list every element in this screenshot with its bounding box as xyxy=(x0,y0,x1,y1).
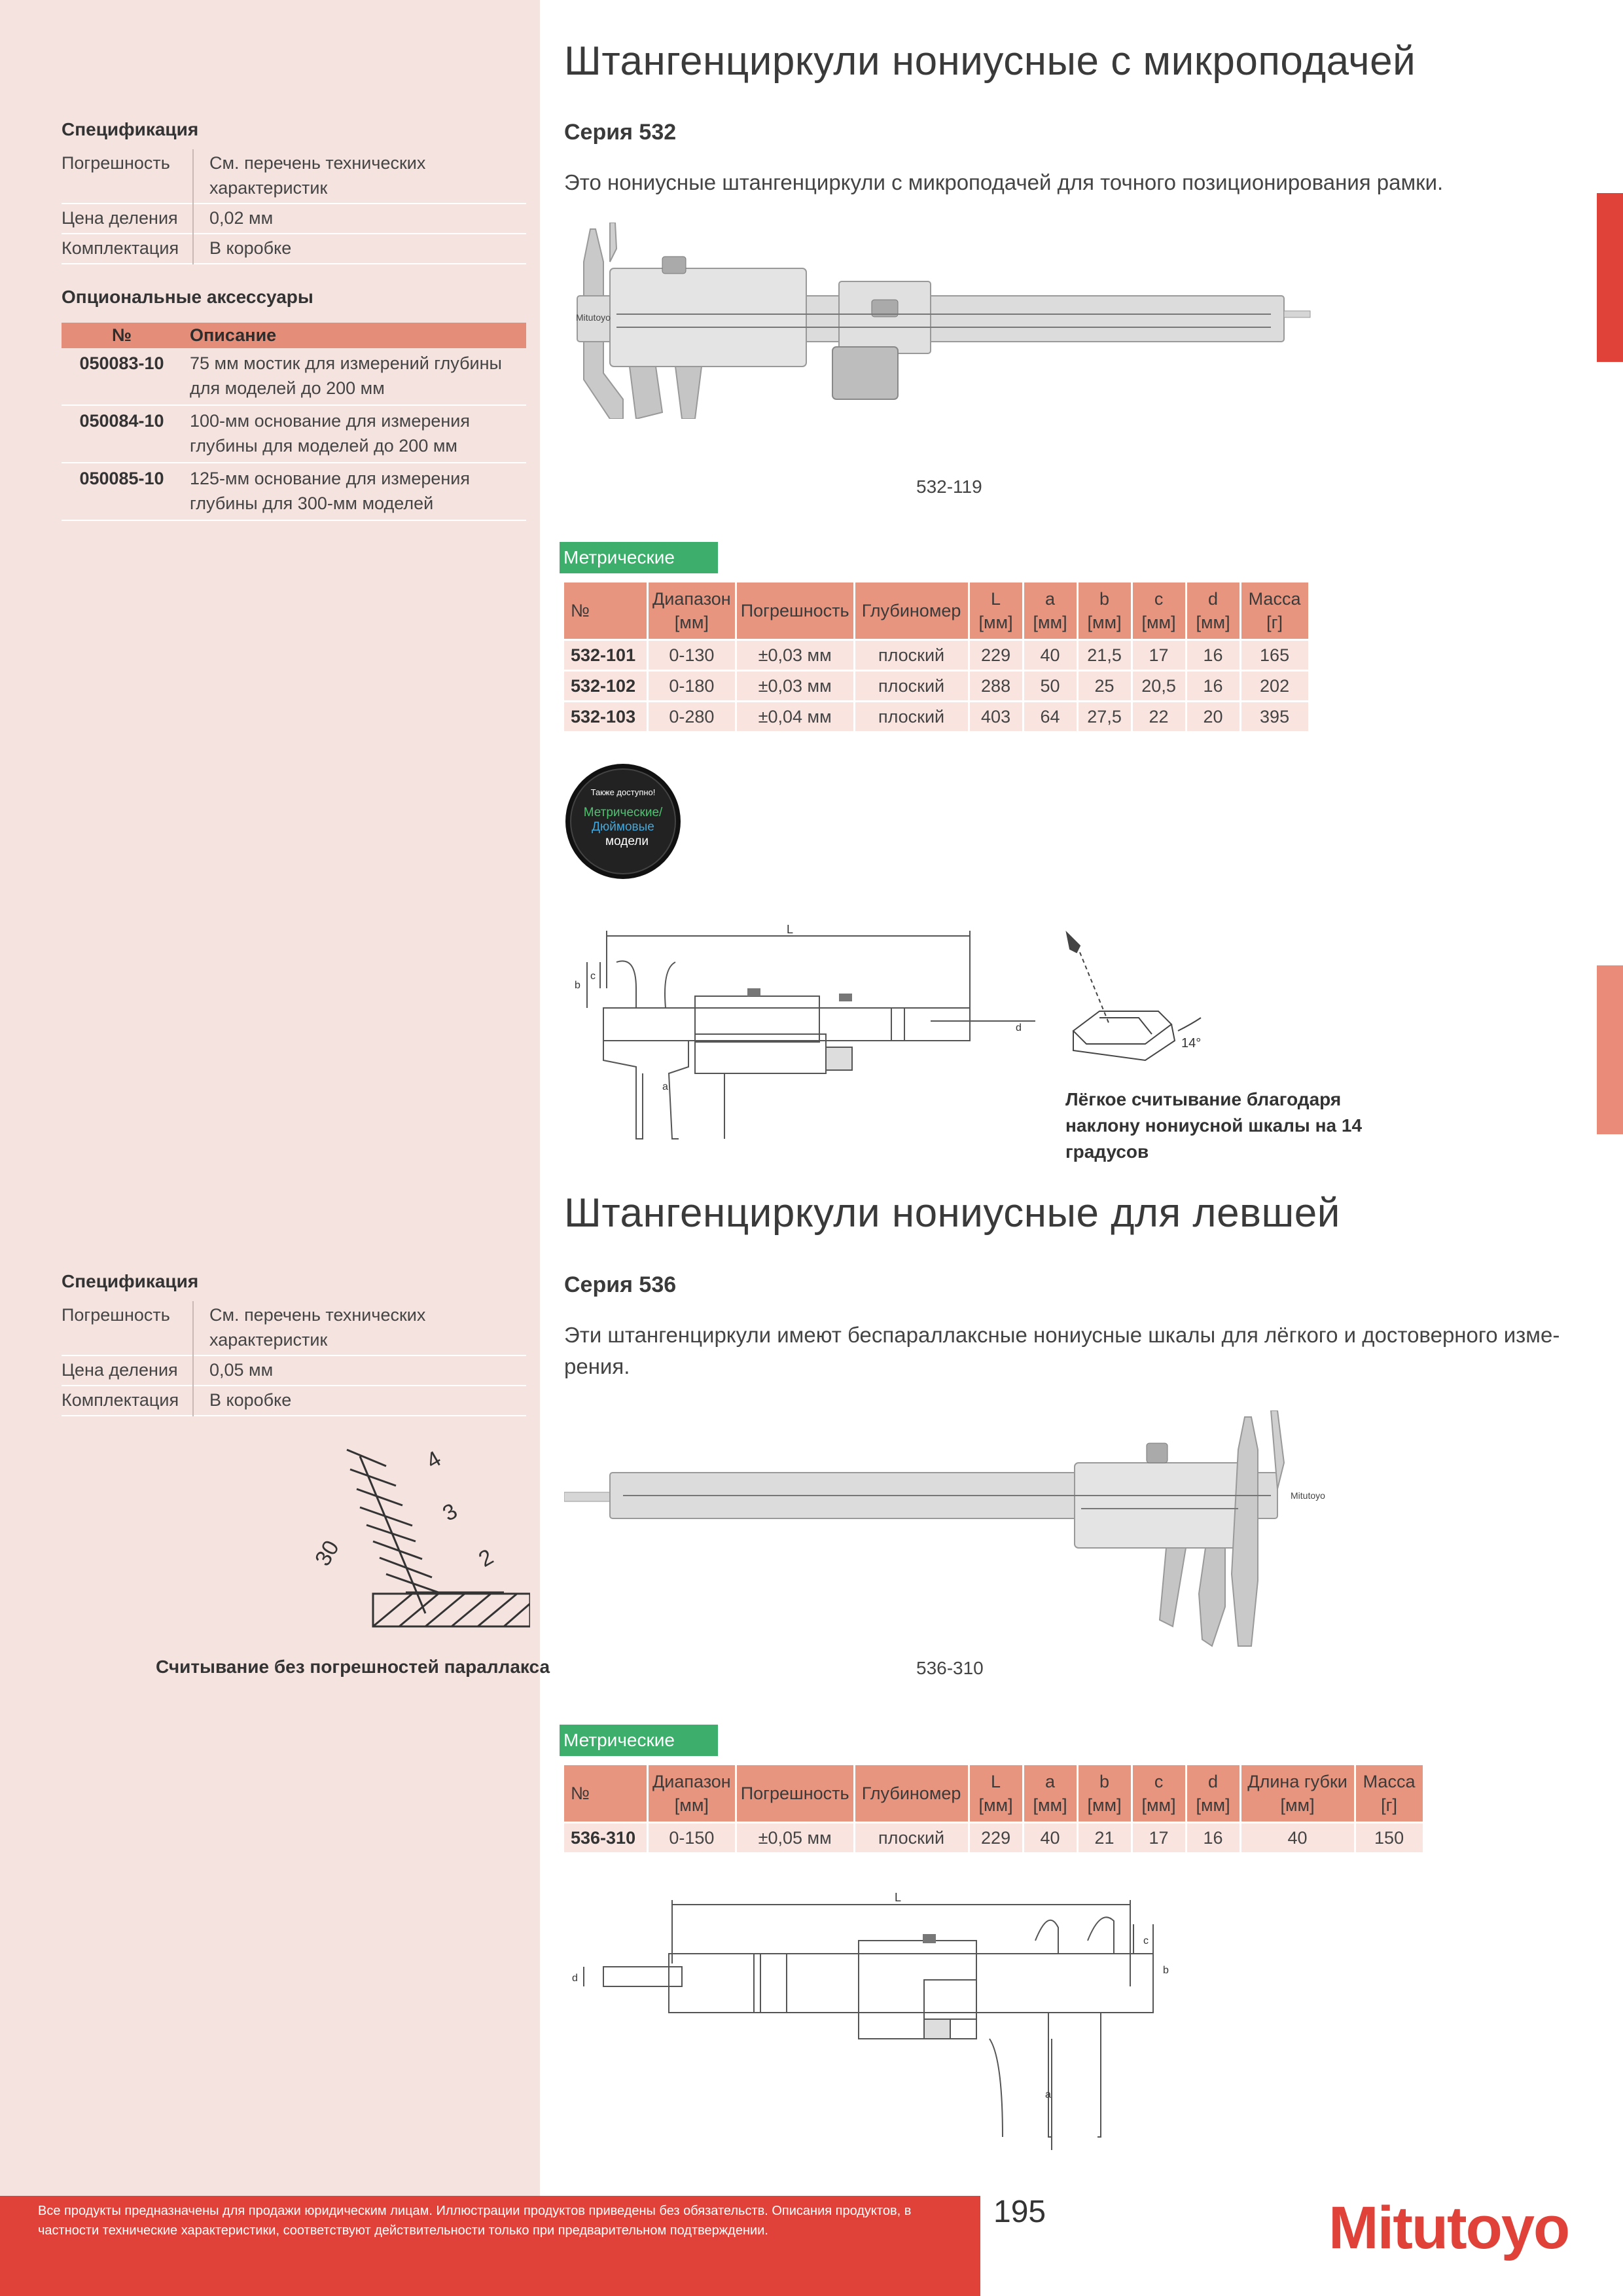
col-header: b [мм] xyxy=(1077,583,1132,640)
badge-line3: модели xyxy=(605,834,649,848)
cell: 532-101 xyxy=(564,640,648,671)
spec-value: 0,05 мм xyxy=(209,1360,274,1380)
col-header: Глубиномер xyxy=(854,583,969,640)
caliper-532-119-image xyxy=(564,223,1336,419)
cell: 21 xyxy=(1077,1823,1132,1853)
angle-label: 14° xyxy=(1181,1036,1202,1050)
cell: 536-310 xyxy=(564,1823,648,1853)
cell: ±0,05 мм xyxy=(736,1823,854,1853)
drawing-label-d: d xyxy=(1016,1022,1022,1033)
spec-row xyxy=(62,1355,526,1386)
cell: плоский xyxy=(854,702,969,732)
col-header: b [мм] xyxy=(1077,1765,1132,1823)
badge-top: Также доступно! xyxy=(590,787,656,797)
cell: 25 xyxy=(1077,671,1132,702)
spec-table xyxy=(62,149,526,264)
drawing-label-c: c xyxy=(1143,1935,1149,1946)
col-header: Масса [г] xyxy=(1240,583,1309,640)
accessory-row xyxy=(62,405,526,463)
accessory-row xyxy=(62,463,526,520)
footer-note: Все продукты предназначены для продажи юридическим лицам. Иллюстрации продуктов приведены без обязательств. Описания продуктов, в частности технические характеристики, соответствуют действительности только при предварительном подтверждении. xyxy=(38,2204,912,2238)
col-header: Длина губки [мм] xyxy=(1240,1765,1355,1823)
accessory-desc: 125-мм основание для измерения глубины для 300-мм моделей xyxy=(182,463,526,520)
cell: 0-280 xyxy=(648,702,736,732)
section2-series: Серия 536 xyxy=(564,1272,677,1297)
col-header: Диапазон [мм] xyxy=(648,583,736,640)
accessories-header-row xyxy=(62,323,526,348)
cell: 16 xyxy=(1186,671,1240,702)
table-row xyxy=(564,1823,1423,1853)
scale-number-30: 30 xyxy=(310,1536,344,1570)
col-header: d [мм] xyxy=(1186,1765,1240,1823)
cell: 0-150 xyxy=(648,1823,736,1853)
side-tab xyxy=(1597,965,1623,1134)
cell: 20 xyxy=(1186,702,1240,732)
cell: 532-102 xyxy=(564,671,648,702)
scale-number-4: 4 xyxy=(422,1446,446,1474)
table-row xyxy=(564,671,1309,702)
spec-value: 0,02 мм xyxy=(209,208,274,228)
cell: ±0,03 мм xyxy=(736,640,854,671)
spec-key: Цена деления xyxy=(62,1355,193,1386)
svg-text:Mitutoyo: Mitutoyo xyxy=(1291,1490,1325,1501)
spec-key: Комплектация xyxy=(62,1386,193,1416)
accessory-no: 050084-10 xyxy=(62,405,182,463)
parallax-scale-drawing xyxy=(308,1443,530,1640)
col-header: Глубиномер xyxy=(854,1765,969,1823)
accessories-heading: Опциональные аксессуары xyxy=(62,287,313,307)
spec-value: В коробке xyxy=(209,238,292,258)
caliper-536-drawing xyxy=(564,1888,1186,2170)
cell: 64 xyxy=(1023,702,1077,732)
spec-key: Погрешность xyxy=(62,1301,193,1355)
accessory-desc: 75 мм мостик для измерений глубины для моделей до 200 мм xyxy=(182,348,526,405)
accessory-row xyxy=(62,348,526,405)
drawing-label-b: b xyxy=(575,980,580,991)
spec-row xyxy=(62,1301,526,1355)
section1-intro: Это нониусные штангенциркули с микроподачей для точного позиционирования рамки. xyxy=(564,170,1444,194)
cell: 395 xyxy=(1240,702,1309,732)
table-tag-metric: Метрические xyxy=(560,542,718,573)
col-header: L [мм] xyxy=(969,1765,1023,1823)
cell: 288 xyxy=(969,671,1023,702)
cell: ±0,03 мм xyxy=(736,671,854,702)
spec-row xyxy=(62,204,526,234)
drawing-label-b: b xyxy=(1163,1965,1169,1976)
col-header: Погрешность xyxy=(736,583,854,640)
page-number: 195 xyxy=(993,2195,1046,2229)
accessory-no: 050083-10 xyxy=(62,348,182,405)
cell: 40 xyxy=(1023,640,1077,671)
table-row xyxy=(564,702,1309,732)
section1-title: Штангенциркули нониусные с микроподачей xyxy=(564,39,1416,84)
accessory-desc: 100-мм основание для измерения глубины для моделей до 200 мм xyxy=(182,405,526,463)
col-header: № xyxy=(564,583,648,640)
cell: плоский xyxy=(854,1823,969,1853)
cell: ±0,04 мм xyxy=(736,702,854,732)
table-header-row xyxy=(564,583,1309,640)
spec-key: Погрешность xyxy=(62,149,193,204)
section2-title: Штангенциркули нониусные для левшей xyxy=(564,1191,1340,1236)
cell: 532-103 xyxy=(564,702,648,732)
cell: 17 xyxy=(1132,640,1186,671)
cell: 202 xyxy=(1240,671,1309,702)
col-header: a [мм] xyxy=(1023,583,1077,640)
section2-image-caption: 536-310 xyxy=(916,1658,984,1678)
col-header: d [мм] xyxy=(1186,583,1240,640)
product-table-536 xyxy=(564,1765,1425,1852)
vernier-angle-drawing xyxy=(1060,926,1230,1070)
badge-line2: Дюймовые xyxy=(592,820,654,834)
drawing-label-L: L xyxy=(787,923,794,936)
section1-image-caption: 532-119 xyxy=(916,476,982,497)
drawing-label-c: c xyxy=(590,971,596,982)
col-header-desc: Описание xyxy=(182,323,526,348)
spec-key: Комплектация xyxy=(62,234,193,264)
cell: 17 xyxy=(1132,1823,1186,1853)
spec-value: В коробке xyxy=(209,1390,292,1410)
spec-value: См. перечень технических характеристик xyxy=(209,1305,426,1350)
cell: 16 xyxy=(1186,1823,1240,1853)
caliper-536-310-image xyxy=(564,1410,1336,1653)
cell: 0-180 xyxy=(648,671,736,702)
side-tab-active xyxy=(1597,193,1623,362)
cell: 150 xyxy=(1355,1823,1423,1853)
angle-caption: Лёгкое считывание благодаря наклону нониусной шкалы на 14 градусов xyxy=(1065,1089,1363,1162)
spec-table xyxy=(62,1301,526,1416)
col-header: a [мм] xyxy=(1023,1765,1077,1823)
drawing-label-L: L xyxy=(895,1891,902,1904)
cell: плоский xyxy=(854,640,969,671)
badge-line1: Метрические/ xyxy=(583,806,663,819)
cell: 229 xyxy=(969,640,1023,671)
col-header: № xyxy=(564,1765,648,1823)
cell: 40 xyxy=(1240,1823,1355,1853)
cell: 403 xyxy=(969,702,1023,732)
drawing-label-a: a xyxy=(662,1081,668,1092)
cell: 0-130 xyxy=(648,640,736,671)
col-header-no: № xyxy=(62,323,182,348)
cell: 16 xyxy=(1186,640,1240,671)
accessories-table xyxy=(62,323,526,521)
spec-row xyxy=(62,149,526,204)
scale-number-2: 2 xyxy=(474,1544,498,1572)
scale-number-3: 3 xyxy=(438,1498,462,1526)
cell: 20,5 xyxy=(1132,671,1186,702)
col-header: Диапазон [мм] xyxy=(648,1765,736,1823)
cell: 50 xyxy=(1023,671,1077,702)
col-header: Погрешность xyxy=(736,1765,854,1823)
brand-logo: Mitutoyo xyxy=(1329,2195,1569,2261)
cell: 27,5 xyxy=(1077,702,1132,732)
product-table-532 xyxy=(564,583,1310,731)
col-header: L [мм] xyxy=(969,583,1023,640)
spec-value: См. перечень технических характеристик xyxy=(209,153,426,198)
drawing-label-d: d xyxy=(572,1973,578,1984)
spec-row xyxy=(62,1386,526,1416)
cell: 229 xyxy=(969,1823,1023,1853)
cell: 165 xyxy=(1240,640,1309,671)
col-header: Масса [г] xyxy=(1355,1765,1423,1823)
spec-key: Цена деления xyxy=(62,204,193,234)
svg-text:Mitutoyo: Mitutoyo xyxy=(576,312,611,323)
section2-intro: Эти штангенциркули имеют беспараллаксные нониусные шкалы для лёгкого и достоверного изме-рения. xyxy=(564,1323,1560,1378)
cell: 40 xyxy=(1023,1823,1077,1853)
metric-inch-badge xyxy=(564,762,682,880)
spec-heading: Спецификация xyxy=(62,1271,199,1291)
accessory-no: 050085-10 xyxy=(62,463,182,520)
spec-heading: Спецификация xyxy=(62,119,199,139)
col-header: c [мм] xyxy=(1132,583,1186,640)
table-row xyxy=(564,640,1309,671)
section1-series: Серия 532 xyxy=(564,120,677,145)
drawing-label-a: a xyxy=(1045,2089,1051,2100)
caliper-532-drawing xyxy=(564,923,1035,1145)
table-tag-metric: Метрические xyxy=(560,1725,718,1756)
spec-row xyxy=(62,234,526,264)
cell: 21,5 xyxy=(1077,640,1132,671)
cell: плоский xyxy=(854,671,969,702)
col-header: c [мм] xyxy=(1132,1765,1186,1823)
table-header-row xyxy=(564,1765,1423,1823)
cell: 22 xyxy=(1132,702,1186,732)
parallax-caption: Считывание без погрешностей параллакса xyxy=(156,1657,550,1677)
